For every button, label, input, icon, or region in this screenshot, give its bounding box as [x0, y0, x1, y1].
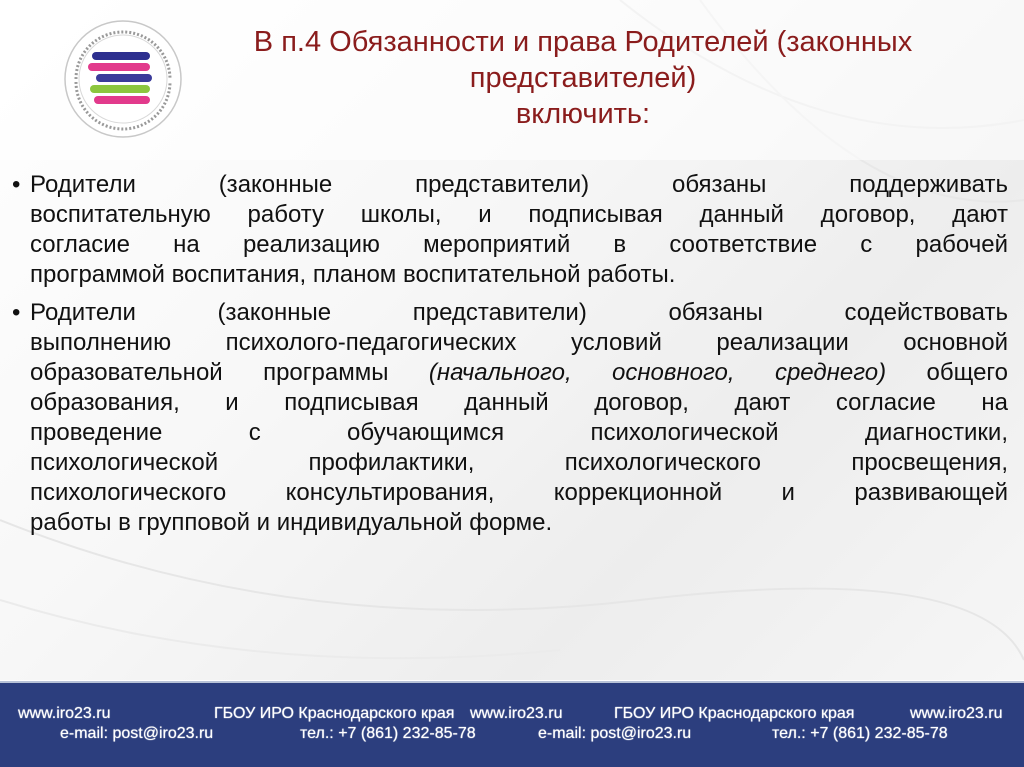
- bullet-1-line-4: программой воспитания, планом воспитательной работы.: [30, 261, 676, 288]
- bullet-1-line-2: воспитательную работу школы, и подписывая данный договор, дают: [30, 201, 1008, 228]
- footer-site-link-1[interactable]: www.iro23.ru: [18, 705, 111, 722]
- bullet-2-line-6: психологической профилактики, психологического просвещения,: [30, 449, 1008, 476]
- bullet-2-line-2: выполнению психолого-педагогических условий реализации основной: [30, 329, 1008, 356]
- bullet-2-line-7: психологического консультирования, коррекционной и развивающей: [30, 479, 1008, 506]
- bullet-2-line-8: работы в групповой и индивидуальной форме.: [30, 509, 553, 536]
- institute-logo: [62, 18, 184, 140]
- bullet-2-line-3-start: образовательной программы: [30, 359, 429, 386]
- bullet-1-line-1: Родители (законные представители) обязаны поддерживать: [30, 171, 1008, 198]
- bullet-2-line-5: проведение с обучающимся психологической диагностики,: [30, 419, 1008, 446]
- footer-email-2[interactable]: e-mail: post@iro23.ru: [538, 725, 692, 742]
- bullet-marker: •: [12, 299, 21, 326]
- footer-bar: [0, 683, 1024, 767]
- footer-site-link-3[interactable]: www.iro23.ru: [910, 705, 1003, 722]
- footer-site-link-2[interactable]: www.iro23.ru: [470, 705, 563, 722]
- footer-phone-2: тел.: +7 (861) 232-85-78: [772, 725, 948, 742]
- bullet-item-1: [8, 170, 1008, 290]
- footer-org-2: ГБОУ ИРО Краснодарского края: [614, 705, 855, 722]
- slide-title: [168, 24, 998, 132]
- bullet-2-line-1: Родители (законные представители) обязаны содействовать: [30, 299, 1008, 326]
- bullet-item-2: [8, 298, 1008, 538]
- bullet-2-italic-levels: (начального, основного, среднего): [428, 359, 887, 386]
- bullet-1-line-3: согласие на реализацию мероприятий в соответствие с рабочей: [30, 231, 1008, 258]
- bullet-2-line-3: [30, 358, 1008, 388]
- slide-body: [8, 170, 1008, 546]
- title-line-1: В п.4 Обязанности и права Родителей (законных: [253, 26, 913, 58]
- bullet-2-line-4: образования, и подписывая данный договор, дают согласие на: [30, 389, 1008, 416]
- footer-phone-1: тел.: +7 (861) 232-85-78: [300, 725, 476, 742]
- bullet-2-line-3-end: общего: [886, 359, 1008, 386]
- title-line-2: представителей): [469, 62, 697, 94]
- footer-email-1[interactable]: e-mail: post@iro23.ru: [60, 725, 214, 742]
- title-line-3: включить:: [515, 98, 651, 130]
- footer-org-1: ГБОУ ИРО Краснодарского края: [214, 705, 455, 722]
- bullet-marker: •: [12, 171, 21, 198]
